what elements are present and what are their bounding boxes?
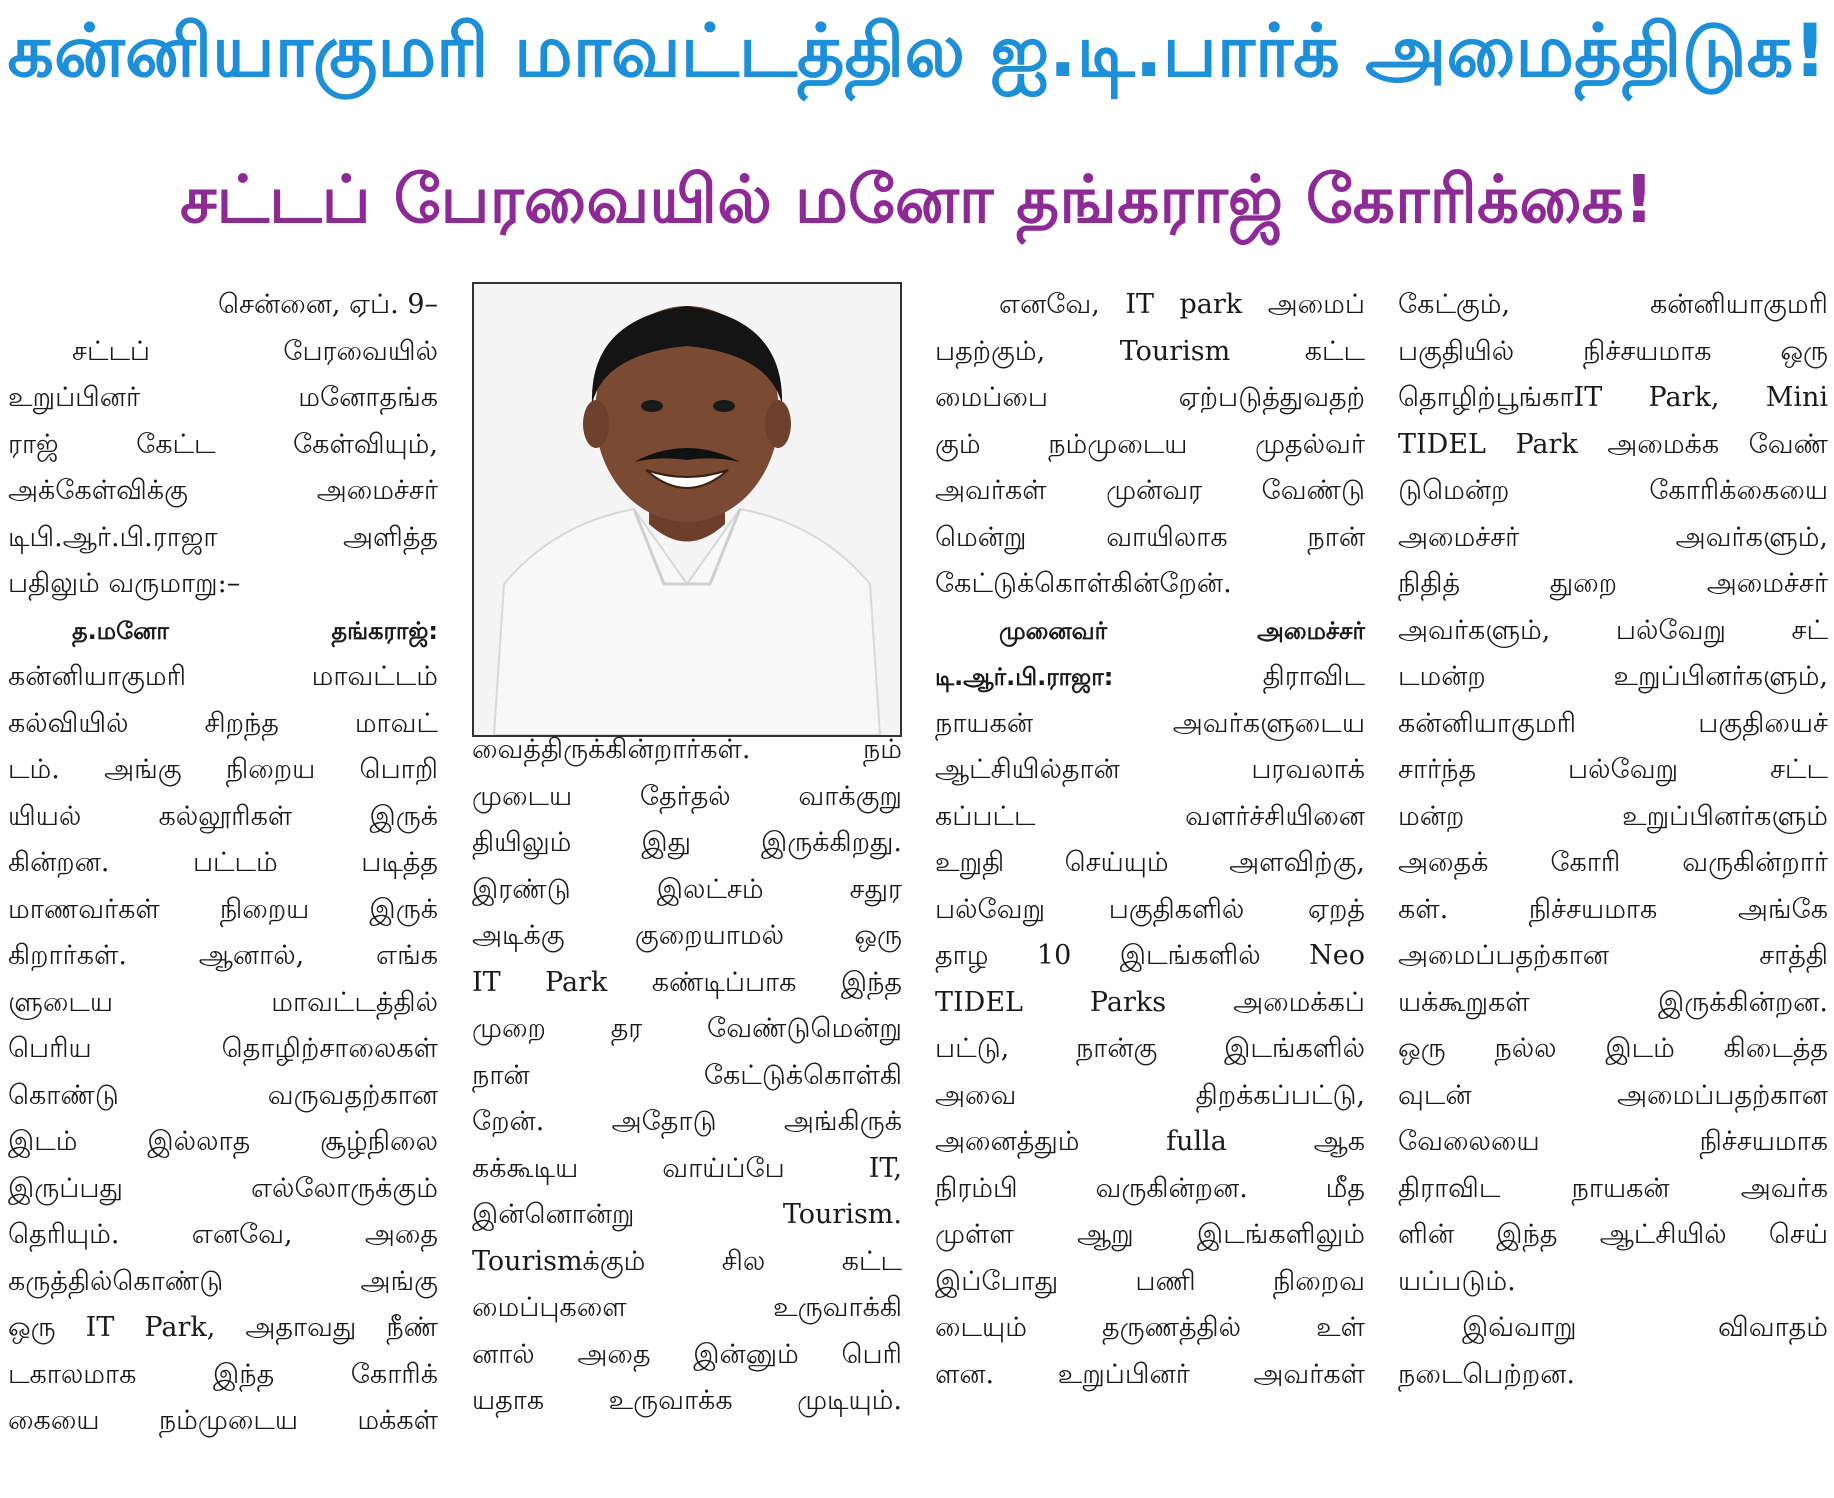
text-line: தெரியும். எனவே, அதை [8, 1219, 438, 1250]
text-line: கன்னியாகுமரி மாவட்டம் [8, 661, 438, 692]
text-line: மைப்பை ஏற்படுத்துவதற் [935, 382, 1365, 413]
text-line: பட்டு, நான்கு இடங்களில் [935, 1033, 1365, 1064]
text-line: நான் கேட்டுக்கொள்கி [472, 1059, 902, 1091]
text-line: யக்கூறுகள் இருக்கின்றன. [1398, 986, 1828, 1018]
text-line: யப்படும். [1398, 1265, 1516, 1297]
text-line: மன்ற உறுப்பினர்களும் [1398, 800, 1828, 832]
text-line: Tourismக்கும் சில கட்ட [472, 1245, 902, 1277]
subheadline: சட்டப் பேரவையில் மனோ தங்கராஜ் கோரிக்கை! [180, 161, 1654, 238]
column-4 [1398, 282, 1828, 1398]
text-line: கருத்தில்கொண்டு அங்கு [8, 1265, 438, 1297]
text-line: நாயகன் அவர்களுடைய [935, 707, 1365, 739]
text-line: டுமென்ற கோரிக்கையை [1398, 475, 1828, 506]
text-line: சட்டப் பேரவையில் [72, 335, 438, 367]
text-line: டமன்ற உறுப்பினர்களும், [1398, 661, 1828, 692]
text-line: IT Park கண்டிப்பாக இந்த [472, 966, 902, 998]
text-line: முறை தர வேண்டுமென்று [472, 1013, 902, 1044]
text-line: இரண்டு இலட்சம் சதுர [472, 873, 902, 905]
text-line: கொண்டு வருவதற்கான [8, 1079, 438, 1111]
text-line: கேட்கும், கன்னியாகுமரி [1398, 289, 1828, 320]
text-line: கக்கூடிய வாய்ப்பே IT, [472, 1152, 902, 1184]
text-line: அக்கேள்விக்கு அமைச்சர் [8, 475, 438, 506]
text-line: டிபி.ஆர்.பி.ராஜா அளித்த [8, 521, 438, 553]
text-line: முள்ள ஆறு இடங்களிலும் [935, 1219, 1365, 1250]
text-line: நிரம்பி வருகின்றன. மீத [935, 1172, 1365, 1204]
text-line: எனவே, IT park அமைப் [999, 289, 1365, 320]
headline: கன்னியாகுமரி மாவட்டத்தில ஐ.டி.பார்க் அமைத்திடுக! [7, 9, 1827, 94]
text-fragment: திராவிட [1262, 661, 1365, 692]
text-line: கப்பட்ட வளர்ச்சியினை [935, 800, 1365, 832]
text-line: அதைக் கோரி வருகின்றார் [1398, 847, 1828, 878]
text-line: மென்று வாயிலாக நான் [935, 521, 1365, 553]
text-line: டம். அங்கு நிறைய பொறி [8, 754, 438, 785]
text-line: அவர்களும், பல்வேறு சட் [1398, 614, 1828, 646]
text-line: பதிலும் வருமாறு:– [8, 568, 241, 599]
text-line: மைப்புகளை உருவாக்கி [472, 1292, 902, 1323]
column-1 [8, 282, 438, 1445]
text-line: வைத்திருக்கின்றார்கள். நம் [472, 734, 902, 765]
text-line: TIDEL Park அமைக்க வேண் [1398, 428, 1828, 460]
text-line: கையை நம்முடைய மக்கள் [8, 1405, 438, 1436]
text-line: அனைத்தும் fulla ஆக [935, 1126, 1365, 1157]
portrait-photo [472, 282, 902, 737]
text-line: ராஜ் கேட்ட கேள்வியும், [8, 428, 438, 460]
text-line: ளன. உறுப்பினர் அவர்கள் [935, 1358, 1365, 1390]
text-line: கின்றன. பட்டம் படித்த [8, 847, 438, 878]
text-line: சார்ந்த பல்வேறு சட்ட [1398, 754, 1828, 785]
text-line: இன்னொன்று Tourism. [472, 1199, 902, 1230]
text-line: தியிலும் இது இருக்கிறது. [472, 827, 902, 858]
text-line: றேன். அதோடு அங்கிருக் [472, 1106, 902, 1137]
text-line: மாணவர்கள் நிறைய இருக் [8, 893, 438, 925]
text-line: உறுதி செய்யும் அளவிற்கு, [935, 847, 1365, 878]
speaker-name: த.மனோ தங்கராஜ்: [72, 616, 438, 645]
text-line: ஆட்சியில்தான் பரவலாக் [935, 754, 1365, 785]
text-line: டையும் தருணத்தில் உள் [935, 1312, 1365, 1343]
text-line: வுடன் அமைப்பதற்கான [1398, 1079, 1828, 1111]
text-line: பகுதியில் நிச்சயமாக ஒரு [1398, 335, 1828, 367]
text-line: கன்னியாகுமரி பகுதியைச் [1398, 707, 1828, 739]
column-3 [935, 282, 1365, 1398]
text-line: தாழ 10 இடங்களில் Neo [935, 940, 1365, 971]
text-line: இப்போது பணி நிறைவ [935, 1265, 1365, 1297]
text-line [935, 654, 1365, 701]
text-line: பெரிய தொழிற்சாலைகள் [8, 1033, 438, 1064]
portrait-photo-icon [474, 284, 900, 735]
text-line: கள். நிச்சயமாக அங்கே [1398, 893, 1828, 925]
text-line: ளுடைய மாவட்டத்தில் [8, 986, 438, 1018]
text-line: அவர்கள் முன்வர வேண்டு [935, 475, 1365, 506]
text-line: ஒரு IT Park, அதாவது நீண் [8, 1312, 438, 1343]
text-line: திராவிட நாயகன் அவர்க [1398, 1172, 1828, 1204]
column-2 [472, 727, 902, 1425]
text-line: கல்வியில் சிறந்த மாவட் [8, 707, 438, 739]
text-line: யதாக உருவாக்க முடியும். [472, 1385, 902, 1416]
text-line: னால் அதை இன்னும் பெரி [472, 1338, 902, 1370]
text-line: பல்வேறு பகுதிகளில் ஏறத் [935, 893, 1365, 925]
speaker-title: முனைவர் அமைச்சர் [999, 616, 1365, 645]
text-line: இருப்பது எல்லோருக்கும் [8, 1172, 438, 1204]
text-line: இடம் இல்லாத சூழ்நிலை [8, 1126, 438, 1157]
text-line: நிதித் துறை அமைச்சர் [1398, 568, 1828, 599]
dateline: சென்னை, ஏப். 9– [218, 289, 438, 320]
text-line: அடிக்கு குறையாமல் ஒரு [472, 920, 902, 951]
text-line: முடைய தேர்தல் வாக்குறு [472, 780, 902, 812]
text-line: கிறார்கள். ஆனால், எங்க [8, 940, 438, 971]
text-line: டகாலமாக இந்த கோரிக் [8, 1358, 438, 1390]
speaker-name: டி.ஆர்.பி.ராஜா: [935, 663, 1114, 691]
text-line: நடைபெற்றன. [1398, 1358, 1575, 1390]
text-line: உறுப்பினர் மனோதங்க [8, 382, 438, 413]
text-line: பதற்கும், Tourism கட்ட [935, 335, 1365, 367]
text-line: TIDEL Parks அமைக்கப் [935, 986, 1365, 1018]
text-line: அமைச்சர் அவர்களும், [1398, 521, 1828, 553]
text-line: யியல் கல்லூரிகள் இருக் [8, 800, 438, 832]
text-line: ஒரு நல்ல இடம் கிடைத்த [1398, 1033, 1828, 1064]
text-line: அவை திறக்கப்பட்டு, [935, 1079, 1365, 1111]
text-line: கும் நம்முடைய முதல்வர் [935, 428, 1365, 460]
text-line: அமைப்பதற்கான சாத்தி [1398, 940, 1828, 971]
text-line: தொழிற்பூங்காIT Park, Mini [1398, 382, 1828, 413]
text-line: ளின் இந்த ஆட்சியில் செய் [1398, 1219, 1828, 1250]
text-line: கேட்டுக்கொள்கின்றேன். [935, 568, 1232, 599]
text-line: வேலையை நிச்சயமாக [1398, 1126, 1828, 1157]
text-line: இவ்வாறு விவாதம் [1462, 1312, 1828, 1343]
